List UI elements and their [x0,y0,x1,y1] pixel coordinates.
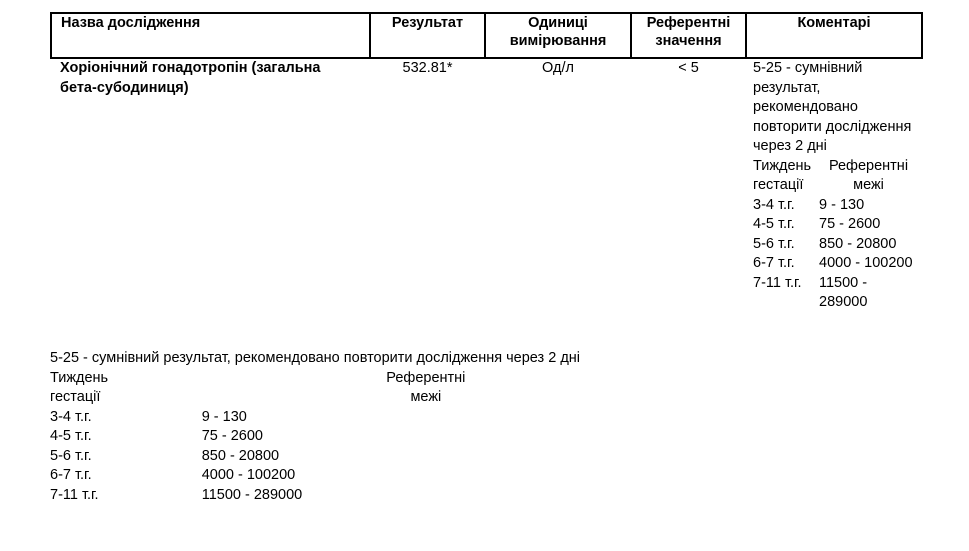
column-header-units-line1: Одиниці [528,15,588,31]
gestation-week: 3-4 т.г. [753,196,795,213]
column-header-test-name: Назва дослідження [51,13,370,58]
gestation-week: 3-4 т.г. [50,408,92,425]
gestation-header-week-line2: гестації [753,177,804,193]
gestation-range: 11500 - 289000 [201,486,303,503]
gestation-header-range-line1: Референтні [828,157,909,174]
gestation-header-range-line2: межі [410,389,442,405]
gestation-row [753,254,918,274]
gestation-row [753,274,918,313]
comment-note-block [50,349,650,505]
gestation-range: 9 - 130 [819,196,865,213]
gestation-row [753,215,918,235]
comment-note: 5-25 - сумнівний результат, рекомендовано повторити дослідження через 2 дні [753,60,912,154]
gestation-range: 75 - 2600 [819,216,881,232]
gestation-row [50,486,650,506]
gestation-header-row [753,157,918,196]
cell-result: 532.81* [402,60,453,76]
gestation-row [753,235,918,255]
column-header-reference-line2: значення [655,33,722,49]
table-header [51,13,922,58]
gestation-week: 7-11 т.г. [50,486,99,503]
lab-results-table [50,12,923,313]
cell-units: Од/л [542,60,574,76]
gestation-range: 9 - 130 [201,408,247,425]
gestation-range: 4000 - 100200 [201,467,296,483]
gestation-header-week-line2: гестації [50,389,101,405]
gestation-week: 5-6 т.г. [753,235,795,252]
gestation-header-row [50,369,650,408]
gestation-reference-table-footer [50,369,650,506]
gestation-range: 11500 - 289000 [819,274,868,310]
gestation-row [50,408,650,428]
column-header-reference [631,13,746,58]
gestation-week: 4-5 т.г. [753,216,795,232]
gestation-header-range-line1: Референтні [386,369,466,386]
gestation-row [50,427,650,447]
gestation-row [50,466,650,486]
gestation-header-week-line1: Тиждень [753,157,812,174]
column-header-units-line2: вимірювання [509,33,607,49]
column-header-comments: Коментарі [746,13,922,58]
column-header-units [485,13,631,58]
comment-note-text: 5-25 - сумнівний результат, рекомендовано повторити дослідження через 2 дні [50,350,581,366]
gestation-header-week [50,369,202,408]
cell-test-name: Хоріонічний гонадотропін (загальна бета-субодиниця) [60,60,321,96]
cell-reference: < 5 [678,60,699,76]
gestation-week: 6-7 т.г. [753,255,795,271]
gestation-row [50,447,650,467]
gestation-header-range [819,157,918,196]
gestation-range: 850 - 20800 [819,235,897,252]
gestation-row [753,196,918,216]
gestation-header-range [202,369,650,408]
gestation-range: 4000 - 100200 [819,255,913,271]
gestation-header-week [753,157,819,196]
gestation-week: 6-7 т.г. [50,467,92,483]
gestation-range: 75 - 2600 [201,428,263,444]
table-body [51,58,922,313]
column-header-result: Результат [370,13,485,58]
table-header-row [51,13,922,58]
cell-comments [746,58,922,313]
gestation-week: 4-5 т.г. [50,428,92,444]
gestation-reference-table-inline [753,157,918,313]
gestation-range: 850 - 20800 [201,447,280,464]
gestation-header-week-line1: Тиждень [50,369,109,386]
gestation-header-range-line2: межі [853,177,884,193]
column-header-reference-line1: Референтні [646,15,731,31]
table-row [51,58,922,313]
gestation-week: 7-11 т.г. [753,274,802,291]
gestation-week: 5-6 т.г. [50,447,92,464]
